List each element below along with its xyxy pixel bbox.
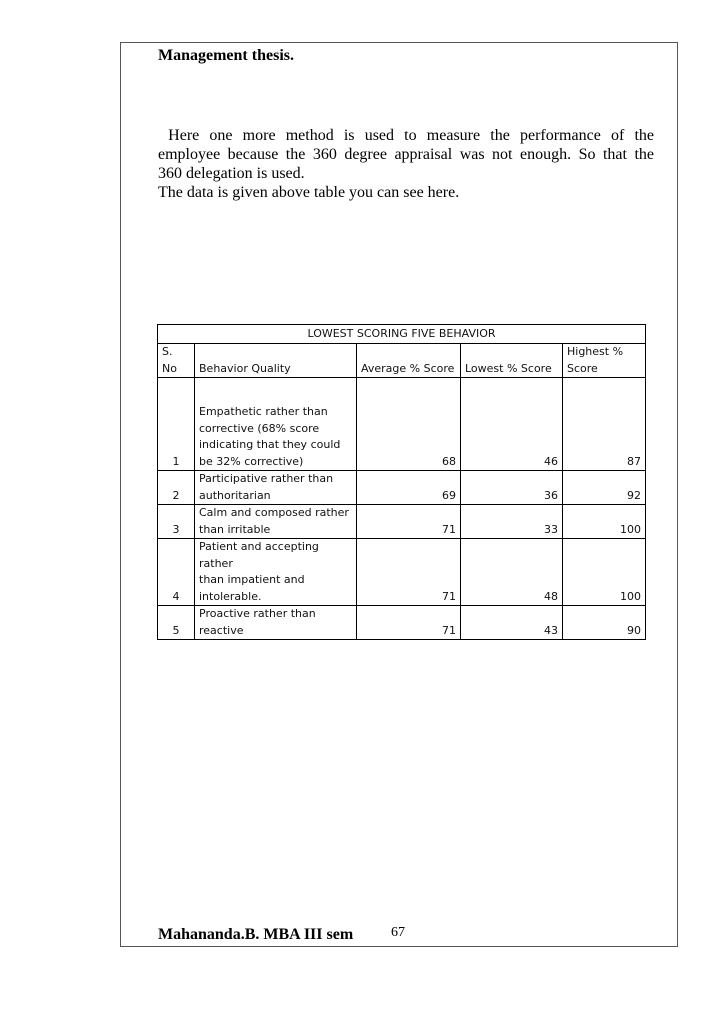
table-header-row — [158, 344, 646, 378]
behavior-table — [157, 324, 646, 640]
header-sno: S. No — [158, 344, 195, 378]
page-header: Management thesis. — [158, 47, 294, 64]
cell-average: 71 — [357, 505, 461, 539]
paragraph-line: Here one more method is used to measure the performance of the — [158, 127, 654, 144]
cell-highest: 87 — [563, 378, 646, 471]
paragraph-line: 360 delegation is used. — [158, 165, 305, 182]
cell-sno: 2 — [158, 471, 195, 505]
cell-sno: 4 — [158, 539, 195, 606]
cell-average: 71 — [357, 539, 461, 606]
cell-behavior: Participative rather than authoritarian — [195, 471, 357, 505]
table-row — [158, 539, 646, 606]
cell-behavior: Calm and composed rather than irritable — [195, 505, 357, 539]
cell-lowest: 36 — [461, 471, 563, 505]
page-number: 67 — [391, 925, 405, 940]
cell-lowest: 43 — [461, 606, 563, 640]
cell-lowest: 33 — [461, 505, 563, 539]
cell-highest: 92 — [563, 471, 646, 505]
cell-behavior: Proactive rather than reactive — [195, 606, 357, 640]
table-row — [158, 471, 646, 505]
cell-highest: 100 — [563, 539, 646, 606]
body-paragraph — [158, 126, 654, 202]
header-average: Average % Score — [357, 344, 461, 378]
cell-highest: 100 — [563, 505, 646, 539]
table-title: LOWEST SCORING FIVE BEHAVIOR — [158, 325, 646, 344]
footer-author: Mahananda.B. MBA III sem — [158, 926, 354, 943]
table-row — [158, 606, 646, 640]
cell-highest: 90 — [563, 606, 646, 640]
header-highest: Highest % Score — [563, 344, 646, 378]
cell-sno: 1 — [158, 378, 195, 471]
cell-lowest: 48 — [461, 539, 563, 606]
header-lowest: Lowest % Score — [461, 344, 563, 378]
cell-average: 68 — [357, 378, 461, 471]
cell-behavior: Patient and accepting rather than impatient and intolerable. — [195, 539, 357, 606]
cell-sno: 3 — [158, 505, 195, 539]
cell-average: 71 — [357, 606, 461, 640]
cell-lowest: 46 — [461, 378, 563, 471]
cell-sno: 5 — [158, 606, 195, 640]
table-row — [158, 378, 646, 471]
cell-average: 69 — [357, 471, 461, 505]
header-behavior: Behavior Quality — [195, 344, 357, 378]
table-row — [158, 505, 646, 539]
paragraph-line: employee because the 360 degree appraisal was not enough. So that the — [158, 146, 654, 163]
cell-behavior: Empathetic rather than corrective (68% score indicating that they could be 32% corrective) — [195, 378, 357, 471]
paragraph-line: The data is given above table you can see here. — [158, 184, 460, 201]
